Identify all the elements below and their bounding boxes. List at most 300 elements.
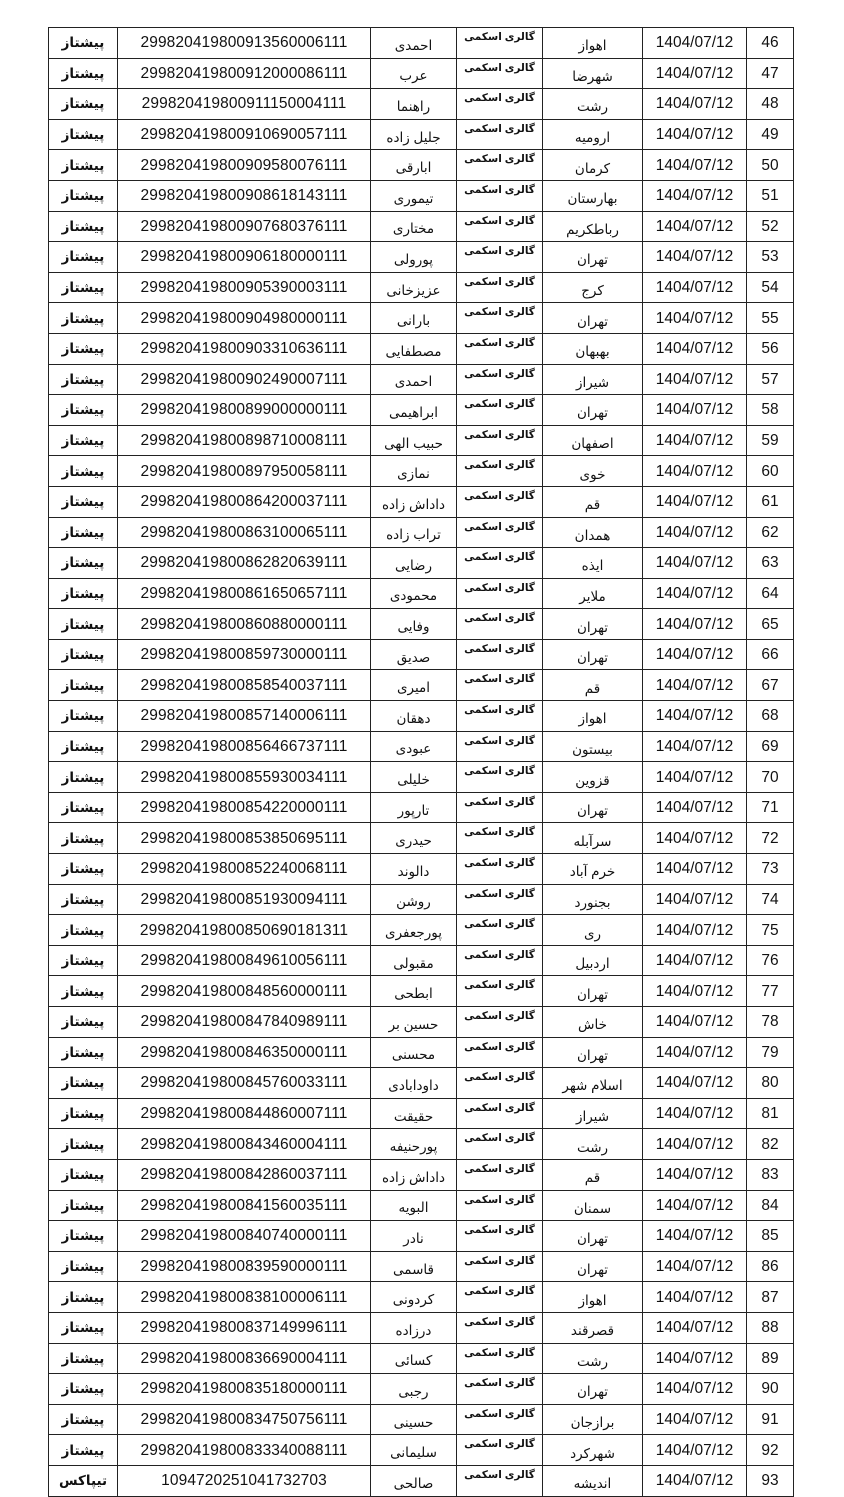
category-cell: گالری اسکمی (457, 89, 543, 120)
tracking-code-cell: 299820419800851930094111 (118, 884, 371, 915)
tracking-code-cell: 299820419800833340088111 (118, 1435, 371, 1466)
row-number-cell: 80 (747, 1068, 794, 1099)
date-cell: 1404/07/12 (643, 272, 747, 303)
date-cell: 1404/07/12 (643, 1343, 747, 1374)
customer-name-cell: البویه (371, 1190, 457, 1221)
row-number-cell: 68 (747, 701, 794, 732)
category-cell: گالری اسکمی (457, 1251, 543, 1282)
city-cell: شهرکرد (543, 1435, 643, 1466)
table-row (49, 945, 794, 976)
tracking-code-cell: 299820419800838100006111 (118, 1282, 371, 1313)
city-cell: اهواز (543, 1282, 643, 1313)
customer-name-cell: رضایی (371, 548, 457, 579)
date-cell: 1404/07/12 (643, 578, 747, 609)
table-row (49, 1251, 794, 1282)
date-cell: 1404/07/12 (643, 792, 747, 823)
shipper-cell: پیشتاز (49, 731, 118, 762)
row-number-cell: 56 (747, 333, 794, 364)
customer-name-cell: روشن (371, 884, 457, 915)
table-row (49, 180, 794, 211)
city-cell: خاش (543, 1007, 643, 1038)
row-number-cell: 72 (747, 823, 794, 854)
table-row (49, 395, 794, 426)
date-cell: 1404/07/12 (643, 1251, 747, 1282)
shipper-cell: پیشتاز (49, 425, 118, 456)
city-cell: همدان (543, 517, 643, 548)
category-cell: گالری اسکمی (457, 119, 543, 150)
row-number-cell: 90 (747, 1374, 794, 1405)
table-row (49, 1098, 794, 1129)
table-row (49, 701, 794, 732)
city-cell: شیراز (543, 1098, 643, 1129)
customer-name-cell: کسائی (371, 1343, 457, 1374)
customer-name-cell: راهنما (371, 89, 457, 120)
table-row (49, 792, 794, 823)
customer-name-cell: نمازی (371, 456, 457, 487)
category-cell: گالری اسکمی (457, 58, 543, 89)
table-row (49, 1129, 794, 1160)
tracking-code-cell: 299820419800844860007111 (118, 1098, 371, 1129)
city-cell: بهبهان (543, 333, 643, 364)
date-cell: 1404/07/12 (643, 364, 747, 395)
tracking-code-cell: 299820419800860880000111 (118, 609, 371, 640)
tracking-code-cell: 1094720251041732703 (118, 1465, 371, 1496)
row-number-cell: 75 (747, 915, 794, 946)
row-number-cell: 50 (747, 150, 794, 181)
customer-name-cell: ابراهیمی (371, 395, 457, 426)
city-cell: تهران (543, 1037, 643, 1068)
tracking-code-cell: 299820419800902490007111 (118, 364, 371, 395)
date-cell: 1404/07/12 (643, 150, 747, 181)
row-number-cell: 59 (747, 425, 794, 456)
shipper-cell: پیشتاز (49, 1159, 118, 1190)
shipper-cell: پیشتاز (49, 364, 118, 395)
category-cell: گالری اسکمی (457, 1221, 543, 1252)
date-cell: 1404/07/12 (643, 58, 747, 89)
category-cell: گالری اسکمی (457, 639, 543, 670)
row-number-cell: 83 (747, 1159, 794, 1190)
shipper-cell: پیشتاز (49, 1098, 118, 1129)
date-cell: 1404/07/12 (643, 1465, 747, 1496)
city-cell: اصفهان (543, 425, 643, 456)
tracking-code-cell: 299820419800850690181311 (118, 915, 371, 946)
customer-name-cell: عبودی (371, 731, 457, 762)
date-cell: 1404/07/12 (643, 1037, 747, 1068)
category-cell: گالری اسکمی (457, 1190, 543, 1221)
category-cell: گالری اسکمی (457, 1374, 543, 1405)
category-cell: گالری اسکمی (457, 272, 543, 303)
city-cell: ری (543, 915, 643, 946)
row-number-cell: 69 (747, 731, 794, 762)
category-cell: گالری اسکمی (457, 578, 543, 609)
customer-name-cell: ابارقی (371, 150, 457, 181)
row-number-cell: 85 (747, 1221, 794, 1252)
table-row (49, 762, 794, 793)
date-cell: 1404/07/12 (643, 1098, 747, 1129)
city-cell: سرآبله (543, 823, 643, 854)
city-cell: تهران (543, 303, 643, 334)
category-cell: گالری اسکمی (457, 242, 543, 273)
table-row (49, 1068, 794, 1099)
table-row (49, 456, 794, 487)
shipper-cell: پیشتاز (49, 1374, 118, 1405)
row-number-cell: 58 (747, 395, 794, 426)
city-cell: خوی (543, 456, 643, 487)
tracking-code-cell: 299820419800835180000111 (118, 1374, 371, 1405)
customer-name-cell: تراب زاده (371, 517, 457, 548)
category-cell: گالری اسکمی (457, 1404, 543, 1435)
tracking-code-cell: 299820419800836690004111 (118, 1343, 371, 1374)
tracking-code-cell: 299820419800839590000111 (118, 1251, 371, 1282)
row-number-cell: 89 (747, 1343, 794, 1374)
tracking-code-cell: 299820419800837149996111 (118, 1312, 371, 1343)
city-cell: بیستون (543, 731, 643, 762)
city-cell: برازجان (543, 1404, 643, 1435)
row-number-cell: 52 (747, 211, 794, 242)
customer-name-cell: حیدری (371, 823, 457, 854)
shipper-cell: پیشتاز (49, 1282, 118, 1313)
date-cell: 1404/07/12 (643, 425, 747, 456)
table-row (49, 609, 794, 640)
customer-name-cell: نادر (371, 1221, 457, 1252)
category-cell: گالری اسکمی (457, 915, 543, 946)
tracking-code-cell: 299820419800906180000111 (118, 242, 371, 273)
city-cell: ملایر (543, 578, 643, 609)
date-cell: 1404/07/12 (643, 486, 747, 517)
table-row (49, 854, 794, 885)
customer-name-cell: پورولی (371, 242, 457, 273)
category-cell: گالری اسکمی (457, 1037, 543, 1068)
customer-name-cell: مقبولی (371, 945, 457, 976)
tracking-code-cell: 299820419800905390003111 (118, 272, 371, 303)
tracking-code-cell: 299820419800842860037111 (118, 1159, 371, 1190)
shipper-cell: پیشتاز (49, 150, 118, 181)
tracking-code-cell: 299820419800849610056111 (118, 945, 371, 976)
row-number-cell: 77 (747, 976, 794, 1007)
city-cell: اهواز (543, 701, 643, 732)
row-number-cell: 66 (747, 639, 794, 670)
date-cell: 1404/07/12 (643, 211, 747, 242)
tracking-code-cell: 299820419800843460004111 (118, 1129, 371, 1160)
tracking-code-cell: 299820419800845760033111 (118, 1068, 371, 1099)
shipper-cell: پیشتاز (49, 303, 118, 334)
category-cell: گالری اسکمی (457, 1312, 543, 1343)
table-row (49, 976, 794, 1007)
tracking-code-cell: 299820419800858540037111 (118, 670, 371, 701)
city-cell: اهواز (543, 28, 643, 59)
table-row (49, 578, 794, 609)
row-number-cell: 91 (747, 1404, 794, 1435)
category-cell: گالری اسکمی (457, 517, 543, 548)
customer-name-cell: تیموری (371, 180, 457, 211)
shipper-cell: پیشتاز (49, 670, 118, 701)
category-cell: گالری اسکمی (457, 486, 543, 517)
date-cell: 1404/07/12 (643, 762, 747, 793)
shipper-cell: پیشتاز (49, 1435, 118, 1466)
table-row (49, 425, 794, 456)
table-row (49, 548, 794, 579)
date-cell: 1404/07/12 (643, 945, 747, 976)
tracking-code-cell: 299820419800863100065111 (118, 517, 371, 548)
customer-name-cell: مختاری (371, 211, 457, 242)
tracking-code-cell: 299820419800913560006111 (118, 28, 371, 59)
tracking-code-cell: 299820419800859730000111 (118, 639, 371, 670)
tracking-code-cell: 299820419800898710008111 (118, 425, 371, 456)
customer-name-cell: خلیلی (371, 762, 457, 793)
category-cell: گالری اسکمی (457, 731, 543, 762)
date-cell: 1404/07/12 (643, 548, 747, 579)
customer-name-cell: مصطفایی (371, 333, 457, 364)
category-cell: گالری اسکمی (457, 884, 543, 915)
table-row (49, 884, 794, 915)
category-cell: گالری اسکمی (457, 211, 543, 242)
tracking-code-cell: 299820419800908618143111 (118, 180, 371, 211)
table-row (49, 670, 794, 701)
customer-name-cell: جلیل زاده (371, 119, 457, 150)
row-number-cell: 63 (747, 548, 794, 579)
city-cell: اسلام شهر (543, 1068, 643, 1099)
tracking-code-cell: 299820419800848560000111 (118, 976, 371, 1007)
date-cell: 1404/07/12 (643, 823, 747, 854)
table-row (49, 333, 794, 364)
shipper-cell: پیشتاز (49, 272, 118, 303)
date-cell: 1404/07/12 (643, 731, 747, 762)
table-row (49, 1037, 794, 1068)
city-cell: قم (543, 486, 643, 517)
shipper-cell: پیشتاز (49, 1037, 118, 1068)
city-cell: تهران (543, 1374, 643, 1405)
city-cell: تهران (543, 976, 643, 1007)
date-cell: 1404/07/12 (643, 1374, 747, 1405)
table-row (49, 28, 794, 59)
date-cell: 1404/07/12 (643, 333, 747, 364)
shipper-cell: پیشتاز (49, 884, 118, 915)
city-cell: کرج (543, 272, 643, 303)
customer-name-cell: بارانی (371, 303, 457, 334)
shipper-cell: پیشتاز (49, 854, 118, 885)
table-row (49, 1374, 794, 1405)
city-cell: بهارستان (543, 180, 643, 211)
category-cell: گالری اسکمی (457, 854, 543, 885)
tracking-code-cell: 299820419800840740000111 (118, 1221, 371, 1252)
customer-name-cell: ابطحی (371, 976, 457, 1007)
category-cell: گالری اسکمی (457, 1007, 543, 1038)
shipper-cell: پیشتاز (49, 1343, 118, 1374)
row-number-cell: 78 (747, 1007, 794, 1038)
customer-name-cell: صالحی (371, 1465, 457, 1496)
city-cell: ایذه (543, 548, 643, 579)
customer-name-cell: امیری (371, 670, 457, 701)
customer-name-cell: احمدی (371, 364, 457, 395)
row-number-cell: 67 (747, 670, 794, 701)
category-cell: گالری اسکمی (457, 1282, 543, 1313)
row-number-cell: 82 (747, 1129, 794, 1160)
table-body (49, 28, 794, 1497)
shipper-cell: پیشتاز (49, 945, 118, 976)
row-number-cell: 53 (747, 242, 794, 273)
category-cell: گالری اسکمی (457, 333, 543, 364)
category-cell: گالری اسکمی (457, 364, 543, 395)
shipper-cell: پیشتاز (49, 639, 118, 670)
city-cell: قزوین (543, 762, 643, 793)
row-number-cell: 60 (747, 456, 794, 487)
city-cell: رشت (543, 1343, 643, 1374)
category-cell: گالری اسکمی (457, 1465, 543, 1496)
shipper-cell: پیشتاز (49, 792, 118, 823)
customer-name-cell: حسین بر (371, 1007, 457, 1038)
tracking-code-cell: 299820419800912000086111 (118, 58, 371, 89)
table-row (49, 639, 794, 670)
city-cell: تهران (543, 792, 643, 823)
tracking-code-cell: 299820419800834750756111 (118, 1404, 371, 1435)
tracking-code-cell: 299820419800904980000111 (118, 303, 371, 334)
category-cell: گالری اسکمی (457, 1343, 543, 1374)
date-cell: 1404/07/12 (643, 28, 747, 59)
tracking-code-cell: 299820419800854220000111 (118, 792, 371, 823)
tracking-code-cell: 299820419800864200037111 (118, 486, 371, 517)
row-number-cell: 47 (747, 58, 794, 89)
city-cell: خرم آباد (543, 854, 643, 885)
customer-name-cell: رجبی (371, 1374, 457, 1405)
shipper-cell: پیشتاز (49, 1190, 118, 1221)
category-cell: گالری اسکمی (457, 303, 543, 334)
category-cell: گالری اسکمی (457, 609, 543, 640)
tracking-code-cell: 299820419800910690057111 (118, 119, 371, 150)
shipper-cell: پیشتاز (49, 915, 118, 946)
date-cell: 1404/07/12 (643, 1435, 747, 1466)
row-number-cell: 64 (747, 578, 794, 609)
category-cell: گالری اسکمی (457, 395, 543, 426)
table-row (49, 1007, 794, 1038)
table-row (49, 119, 794, 150)
shipper-cell: پیشتاز (49, 1404, 118, 1435)
category-cell: گالری اسکمی (457, 670, 543, 701)
customer-name-cell: داودابادی (371, 1068, 457, 1099)
category-cell: گالری اسکمی (457, 823, 543, 854)
table-row (49, 1343, 794, 1374)
row-number-cell: 86 (747, 1251, 794, 1282)
tracking-code-cell: 299820419800911150004111 (118, 89, 371, 120)
shipper-cell: پیشتاز (49, 1068, 118, 1099)
row-number-cell: 92 (747, 1435, 794, 1466)
customer-name-cell: دهقان (371, 701, 457, 732)
shipper-cell: پیشتاز (49, 89, 118, 120)
date-cell: 1404/07/12 (643, 456, 747, 487)
date-cell: 1404/07/12 (643, 1190, 747, 1221)
table-row (49, 58, 794, 89)
tracking-code-cell: 299820419800846350000111 (118, 1037, 371, 1068)
row-number-cell: 55 (747, 303, 794, 334)
row-number-cell: 61 (747, 486, 794, 517)
shipper-cell: پیشتاز (49, 456, 118, 487)
shipper-cell: پیشتاز (49, 517, 118, 548)
date-cell: 1404/07/12 (643, 670, 747, 701)
tracking-code-cell: 299820419800847840989111 (118, 1007, 371, 1038)
table-row (49, 486, 794, 517)
table-row (49, 89, 794, 120)
city-cell: قم (543, 1159, 643, 1190)
category-cell: گالری اسکمی (457, 701, 543, 732)
date-cell: 1404/07/12 (643, 854, 747, 885)
shipper-cell: پیشتاز (49, 119, 118, 150)
table-row (49, 364, 794, 395)
shipper-cell: پیشتاز (49, 180, 118, 211)
shipper-cell: پیشتاز (49, 762, 118, 793)
shipper-cell: پیشتاز (49, 1312, 118, 1343)
customer-name-cell: محسنی (371, 1037, 457, 1068)
customer-name-cell: وفایی (371, 609, 457, 640)
tracking-code-cell: 299820419800852240068111 (118, 854, 371, 885)
customer-name-cell: محمودی (371, 578, 457, 609)
date-cell: 1404/07/12 (643, 915, 747, 946)
city-cell: تهران (543, 242, 643, 273)
tracking-code-cell: 299820419800907680376111 (118, 211, 371, 242)
row-number-cell: 48 (747, 89, 794, 120)
table-row (49, 211, 794, 242)
date-cell: 1404/07/12 (643, 1221, 747, 1252)
shipper-cell: پیشتاز (49, 609, 118, 640)
date-cell: 1404/07/12 (643, 119, 747, 150)
table-row (49, 915, 794, 946)
city-cell: تهران (543, 1251, 643, 1282)
shipper-cell: پیشتاز (49, 578, 118, 609)
shipper-cell: پیشتاز (49, 823, 118, 854)
date-cell: 1404/07/12 (643, 1007, 747, 1038)
category-cell: گالری اسکمی (457, 1098, 543, 1129)
row-number-cell: 73 (747, 854, 794, 885)
customer-name-cell: عزیزخانی (371, 272, 457, 303)
category-cell: گالری اسکمی (457, 1159, 543, 1190)
table-row (49, 1221, 794, 1252)
tracking-code-cell: 299820419800841560035111 (118, 1190, 371, 1221)
shipper-cell: پیشتاز (49, 1007, 118, 1038)
tracking-code-cell: 299820419800909580076111 (118, 150, 371, 181)
date-cell: 1404/07/12 (643, 1068, 747, 1099)
shipper-cell: پیشتاز (49, 1221, 118, 1252)
row-number-cell: 74 (747, 884, 794, 915)
category-cell: گالری اسکمی (457, 425, 543, 456)
city-cell: کرمان (543, 150, 643, 181)
tracking-code-cell: 299820419800857140006111 (118, 701, 371, 732)
category-cell: گالری اسکمی (457, 945, 543, 976)
row-number-cell: 49 (747, 119, 794, 150)
customer-name-cell: درزاده (371, 1312, 457, 1343)
date-cell: 1404/07/12 (643, 180, 747, 211)
shipper-cell: پیشتاز (49, 548, 118, 579)
date-cell: 1404/07/12 (643, 976, 747, 1007)
city-cell: رشت (543, 1129, 643, 1160)
shipper-cell: پیشتاز (49, 1251, 118, 1282)
shipments-table (48, 27, 794, 1497)
table-row (49, 272, 794, 303)
tracking-code-cell: 299820419800853850695111 (118, 823, 371, 854)
row-number-cell: 81 (747, 1098, 794, 1129)
shipper-cell: پیشتاز (49, 976, 118, 1007)
city-cell: تهران (543, 395, 643, 426)
date-cell: 1404/07/12 (643, 1159, 747, 1190)
row-number-cell: 65 (747, 609, 794, 640)
customer-name-cell: حسینی (371, 1404, 457, 1435)
customer-name-cell: حقیقت (371, 1098, 457, 1129)
tracking-code-cell: 299820419800856466737111 (118, 731, 371, 762)
shipper-cell: تیپاکس (49, 1465, 118, 1496)
shipper-cell: پیشتاز (49, 58, 118, 89)
shipper-cell: پیشتاز (49, 28, 118, 59)
customer-name-cell: پورجعفری (371, 915, 457, 946)
city-cell: قم (543, 670, 643, 701)
shipper-cell: پیشتاز (49, 1129, 118, 1160)
row-number-cell: 87 (747, 1282, 794, 1313)
